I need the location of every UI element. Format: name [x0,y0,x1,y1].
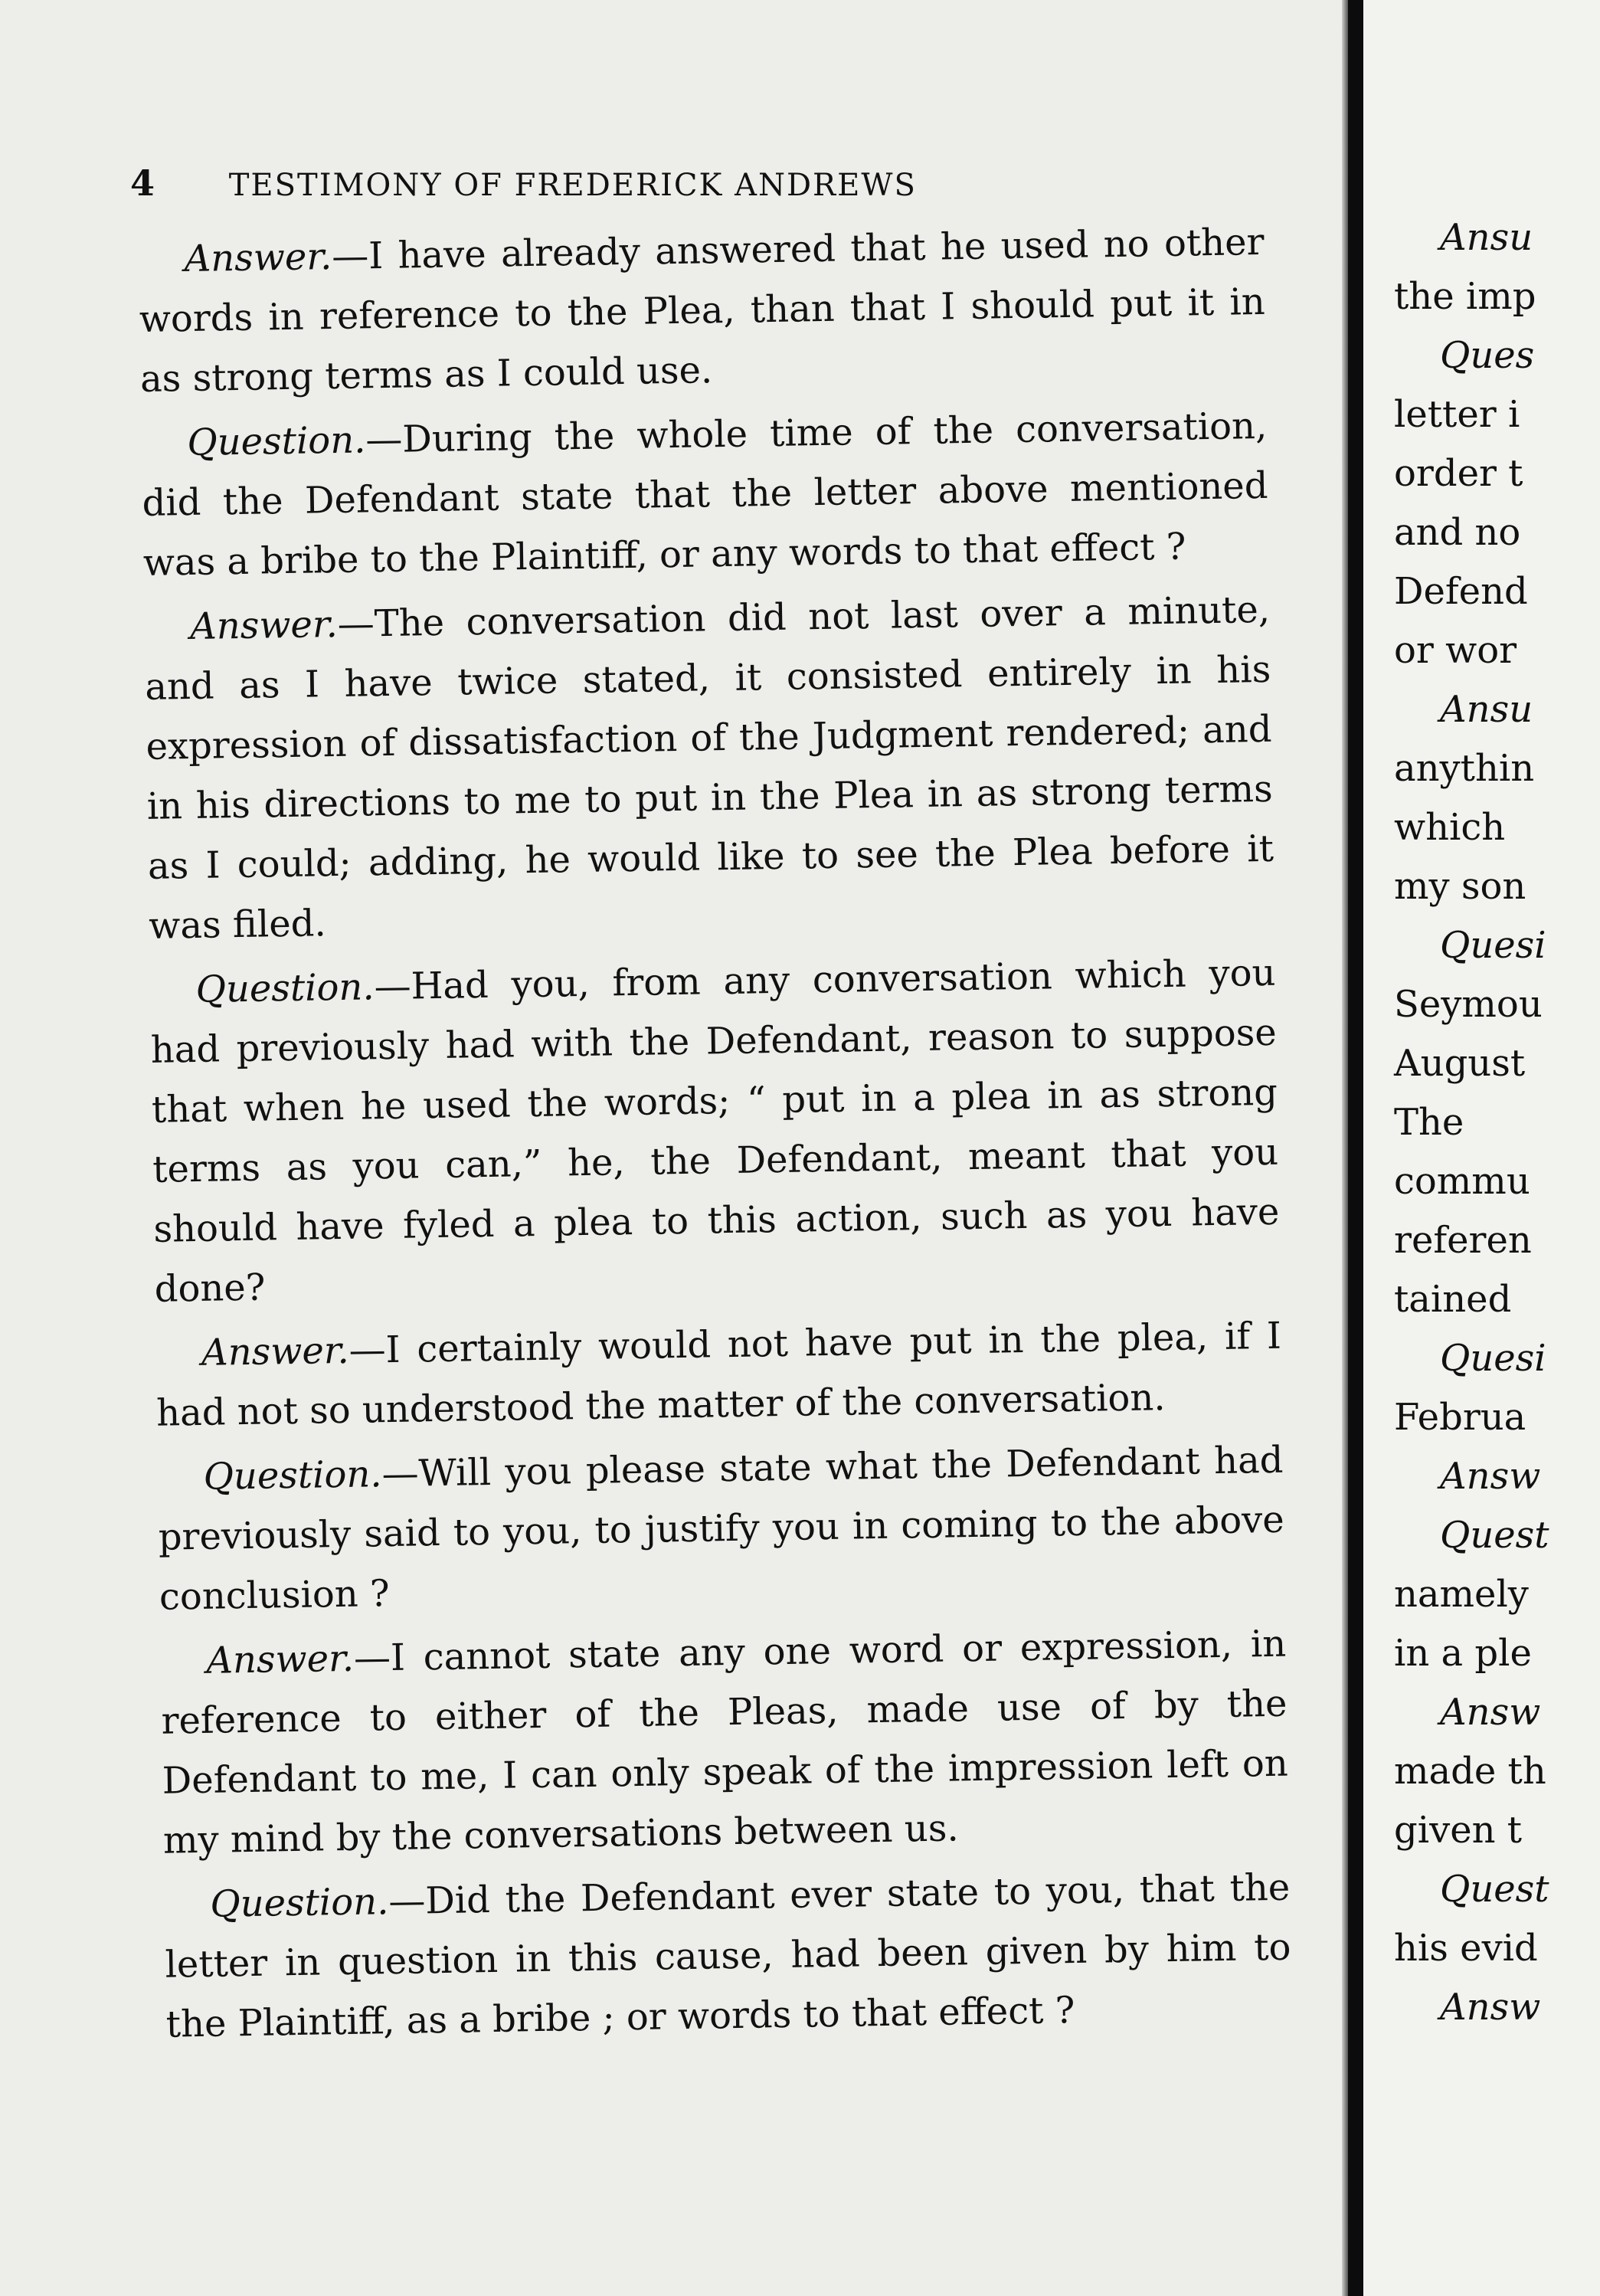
paragraph: Question.—Had you, from any conversation which you had previously had with the Defendant, reason to suppose that when he used the words; “ put in a plea in as strong terms as you can,” he, the Defendant, meant that you should have fyled a plea to this action, such as you have done? [150,951,1280,1311]
facing-page-line: made th [1394,1750,1546,1793]
paragraph-label: Answer. [201,1328,350,1374]
paragraph: Answer.—I have already answered that he used no other words in reference to the Plea, than that I should put it in as strong terms as I could use. [139,220,1266,401]
paragraph-label: Question. [186,418,366,465]
paragraph: Question.—Will you please state what the Defendant had previously said to you, to justify you in coming to the above conclusion ? [158,1438,1285,1619]
facing-page-line: Answ [1440,1455,1541,1498]
facing-page-line: Quesi [1440,1337,1546,1380]
facing-page-line: given t [1394,1809,1523,1852]
facing-page-line: namely [1394,1573,1529,1616]
paragraph-text: I certainly would not have put in the plea, if I had not so understood the matter of the conversation. [155,1314,1282,1435]
paragraph: Answer.—I cannot state any one word or expression, in reference to either of the Pleas, made use of by the Defendant to me, I can only speak of the impression left on my mind by the conversations between us. [161,1622,1289,1862]
paragraph-text: I cannot state any one word or expression, in reference to either of the Pleas, made use of by the Defendant to me, I can only speak of the impression left on my mind by the conversations between us. [161,1622,1289,1862]
facing-page-line: commu [1394,1160,1530,1203]
paragraph: Answer.—I certainly would not have put in the plea, if I had not so understood the matter of the conversation. [155,1314,1282,1435]
paragraph-text: Had you, from any conversation which you had previously had with the Defendant, reason to suppose that when he used the words; “ put in a plea in as strong terms as you can,” he, the Defendant, meant that you should have fyled a plea to this action, such as you have done? [150,951,1280,1311]
facing-page-line: his evid [1394,1927,1538,1970]
book-gutter [1348,0,1363,2296]
running-head-title: TESTIMONY OF FREDERICK ANDREWS [228,168,917,203]
paragraph-label: Question. [203,1453,383,1498]
page-number: 4 [130,162,157,204]
facing-page-line: Ansu [1440,216,1533,259]
testimony-body [138,212,1292,2059]
paragraph-text: During the whole time of the conversation, did the Defendant state that the letter above mentioned was a bribe to the Plaintiff, or any words to that effect ? [142,404,1268,585]
facing-page-line: Quesi [1440,924,1546,967]
paragraph-text: Did the Defendant ever state to you, that the letter in question in this cause, had been given by him to the Plaintiff, as a bribe ; or words to that effect ? [165,1865,1291,2046]
facing-page-text [1394,208,1549,2037]
facing-page-line: the imp [1394,275,1536,318]
facing-page-line: Answ [1440,1986,1541,2029]
facing-page-line: my son [1394,865,1526,908]
facing-page-line: Defend [1394,570,1528,613]
paragraph-label: Question. [209,1880,389,1926]
facing-page-line: or wor [1394,629,1517,672]
page-edge-shadow [1342,0,1348,2296]
facing-page-line: in a ple [1394,1632,1532,1675]
facing-page-line: Answ [1440,1691,1541,1734]
facing-page-line: Quest [1440,1868,1549,1911]
facing-page-line: anythin [1394,747,1535,790]
facing-page-line: Ansu [1440,688,1533,731]
facing-page-line: Ques [1440,334,1535,377]
paragraph-text: Will you please state what the Defendant had previously said to you, to justify you in coming to the above conclusion ? [158,1438,1285,1619]
facing-page-line: Seymou [1394,983,1543,1026]
facing-page-line: Februa [1394,1396,1526,1439]
paragraph-label: Answer. [189,602,339,648]
paragraph: Question.—Did the Defendant ever state to you, that the letter in question in this cause, had been given by him to the Plaintiff, as a bribe ; or words to that effect ? [165,1865,1291,2046]
paragraph: Question.—During the whole time of the conversation, did the Defendant state that the letter above mentioned was a bribe to the Plaintiff, or any words to that effect ? [142,404,1268,585]
facing-page-line: which [1394,806,1506,849]
paragraph: Answer.—The conversation did not last over a minute, and as I have twice stated, it consisted entirely in his expression of dissatisfaction of the Judgment rendered; and in his directions to me to put in the Plea in as strong terms as I could; adding, he would like to see the Plea before it was filed. [144,588,1274,948]
facing-page-line: Quest [1440,1514,1549,1557]
paragraph-label: Question. [195,965,375,1011]
facing-page-line: and no [1394,511,1521,554]
facing-page-line: tained [1394,1278,1512,1321]
paragraph-label: Answer. [184,235,332,281]
facing-page-line: order t [1394,452,1523,495]
paragraph-text: I have already answered that he used no other words in reference to the Plea, than that I should put it in as strong terms as I could use. [139,220,1266,401]
facing-page-line: referen [1394,1219,1532,1262]
facing-page-line: letter i [1394,393,1520,436]
running-head [130,162,1310,204]
paragraph-label: Answer. [205,1636,355,1682]
facing-page-line: August [1394,1042,1526,1085]
paragraph-text: The conversation did not last over a minute, and as I have twice stated, it consisted entirely in his expression of dissatisfaction of the Judgment rendered; and in his directions to me to put in the Plea in as strong terms as I could; adding, he would like to see the Plea before it was filed. [144,588,1274,948]
facing-page [1363,0,1600,2296]
facing-page-line: The [1394,1101,1464,1144]
